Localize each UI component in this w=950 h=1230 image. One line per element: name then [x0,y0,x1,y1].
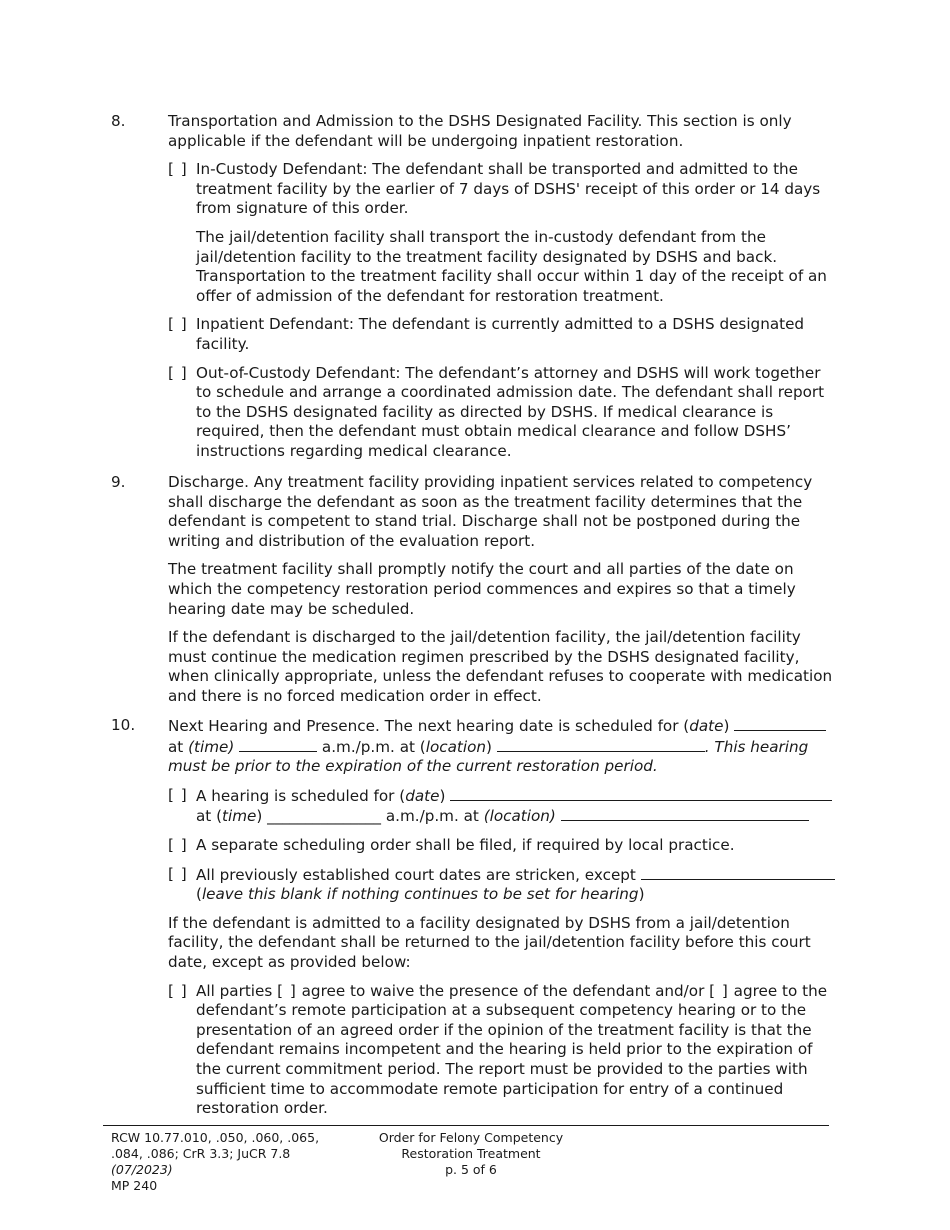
option-hearing-scheduled: [ ] A hearing is scheduled for (date) at (time) _______________ a.m./p.m. at (location) [168,786,839,827]
option-heading: Out-of-Custody Defendant: [196,363,401,382]
form-id: MP 240 [111,1178,158,1193]
option-dates-stricken: [ ] All previously established court dates are stricken, except (leave this blank if nothing continues to be set for hearing) [168,865,839,905]
section-8 [111,112,839,462]
option-inpatient: [ ] Inpatient Defendant: The defendant is currently admitted to a DSHS designated facility. [168,315,805,353]
checkbox[interactable]: [ ] [168,363,188,382]
page-number: p. 5 of 6 [445,1162,497,1177]
section-number: 10. [111,716,136,734]
section-intro: Next Hearing and Presence. The next hearing date is scheduled for (date) at (time) a.m./p.m. at (location) . This hearing must be prior to the expiration of the current restoration period. [168,716,839,777]
section-intro: Transportation and Admission to the DSHS Designated Facility. This section is only applicable if the defendant will be undergoing inpatient restoration. [168,112,792,150]
section-title: Next Hearing and Presence. [168,717,380,735]
paragraph: If the defendant is admitted to a facility designated by DSHS from a jail/detention facility, the defendant shall be returned to the jail/detention facility before this court date, except as provided below: [168,913,811,971]
option-heading: In-Custody Defendant: [196,160,368,179]
hearing-date-input[interactable] [450,786,832,801]
section-number: 9. [111,473,126,491]
checkbox[interactable]: [ ] [168,315,188,334]
paragraph: The treatment facility shall promptly notify the court and all parties of the date on which the competency restoration period commences and expires so that a timely hearing date may be scheduled. [168,560,796,618]
footer-divider [103,1125,829,1126]
location-input[interactable] [497,737,705,752]
footer-form-title: Order for Felony Competency Restoration Treatment p. 5 of 6 [340,1130,602,1178]
checkbox[interactable]: [ ] [168,864,188,883]
footer-citation: RCW 10.77.010, .050, .060, .065, .084, .086; CrR 3.3; JuCR 7.8 (07/2023) MP 240 [111,1130,351,1194]
option-out-of-custody: [ ] Out-of-Custody Defendant: The defendant’s attorney and DSHS will work together to schedule and arrange a coordinated admission date. The defendant shall report to the DSHS designated facility as directed by DSHS. If medical clearance is required, then the defendant must obtain medical clearance and follow DSHS’ instructions regarding medical clearance. [168,363,825,460]
checkbox[interactable]: [ ] [168,835,188,854]
option-detail: The jail/detention facility shall transport the in-custody defendant from the jail/detention facility to the treatment facility designated by DSHS and back. Transportation to the treatment facility shall occur within 1 day of the receipt of an offer of admission of the defendant for restoration treatment. [196,227,827,305]
revision-date: (07/2023) [111,1162,173,1177]
checkbox[interactable]: [ ] [168,160,188,179]
date-input[interactable] [734,716,826,731]
option-waive-presence: [ ] All parties [ ] agree to waive the presence of the defendant and/or [ ] agree to the defendant’s remote participation at a subsequent competency hearing or to the presentation of an agreed order if the opinion of the treatment facility is that the defendant remains incompetent and the hearing is held prior to the expiration of the current commitment period. The report must be provided to the parties with sufficient time to accommodate remote participation for entry of a continued restoration order. [168,981,828,1118]
time-input[interactable] [239,737,317,752]
option-heading: Inpatient Defendant: [196,315,354,334]
checkbox[interactable]: [ ] [168,981,188,1000]
section-intro: Discharge. Any treatment facility providing inpatient services related to competency shall discharge the defendant as soon as the treatment facility determines that the defendant is competent to stand trial. Discharge shall not be postponed during the writing and distribution of the evaluation report. [168,473,813,550]
section-title: Discharge. [168,473,249,491]
section-9 [111,473,839,707]
hearing-location-input[interactable] [561,806,809,821]
paragraph: If the defendant is discharged to the jail/detention facility, the jail/detention facility must continue the medication regimen prescribed by the DSHS designated facility, when clinically appropriate, unless the defendant refuses to cooperate with medication and there is no forced medication order in effect. [168,628,833,705]
option-in-custody: [ ] In-Custody Defendant: The defendant shall be transported and admitted to the treatment facility by the earlier of 7 days of DSHS' receipt of this order or 14 days from signature of this order. The jail/detention facility shall transport the in-custody defendant from the jail/detention facility to the treatment facility designated by DSHS and back. Transportation to the treatment facility shall occur within 1 day of the receipt of an offer of admission of the defendant for restoration treatment. [168,160,839,306]
section-10 [111,716,839,1119]
except-input[interactable] [641,865,835,880]
checkbox[interactable]: [ ] [709,981,729,1000]
option-separate-order: [ ] A separate scheduling order shall be filed, if required by local practice. [168,835,735,854]
checkbox[interactable]: [ ] [277,981,297,1000]
section-number: 8. [111,112,126,130]
section-title: Transportation and Admission to the DSHS Designated Facility. [168,112,643,130]
checkbox[interactable]: [ ] [168,785,188,804]
